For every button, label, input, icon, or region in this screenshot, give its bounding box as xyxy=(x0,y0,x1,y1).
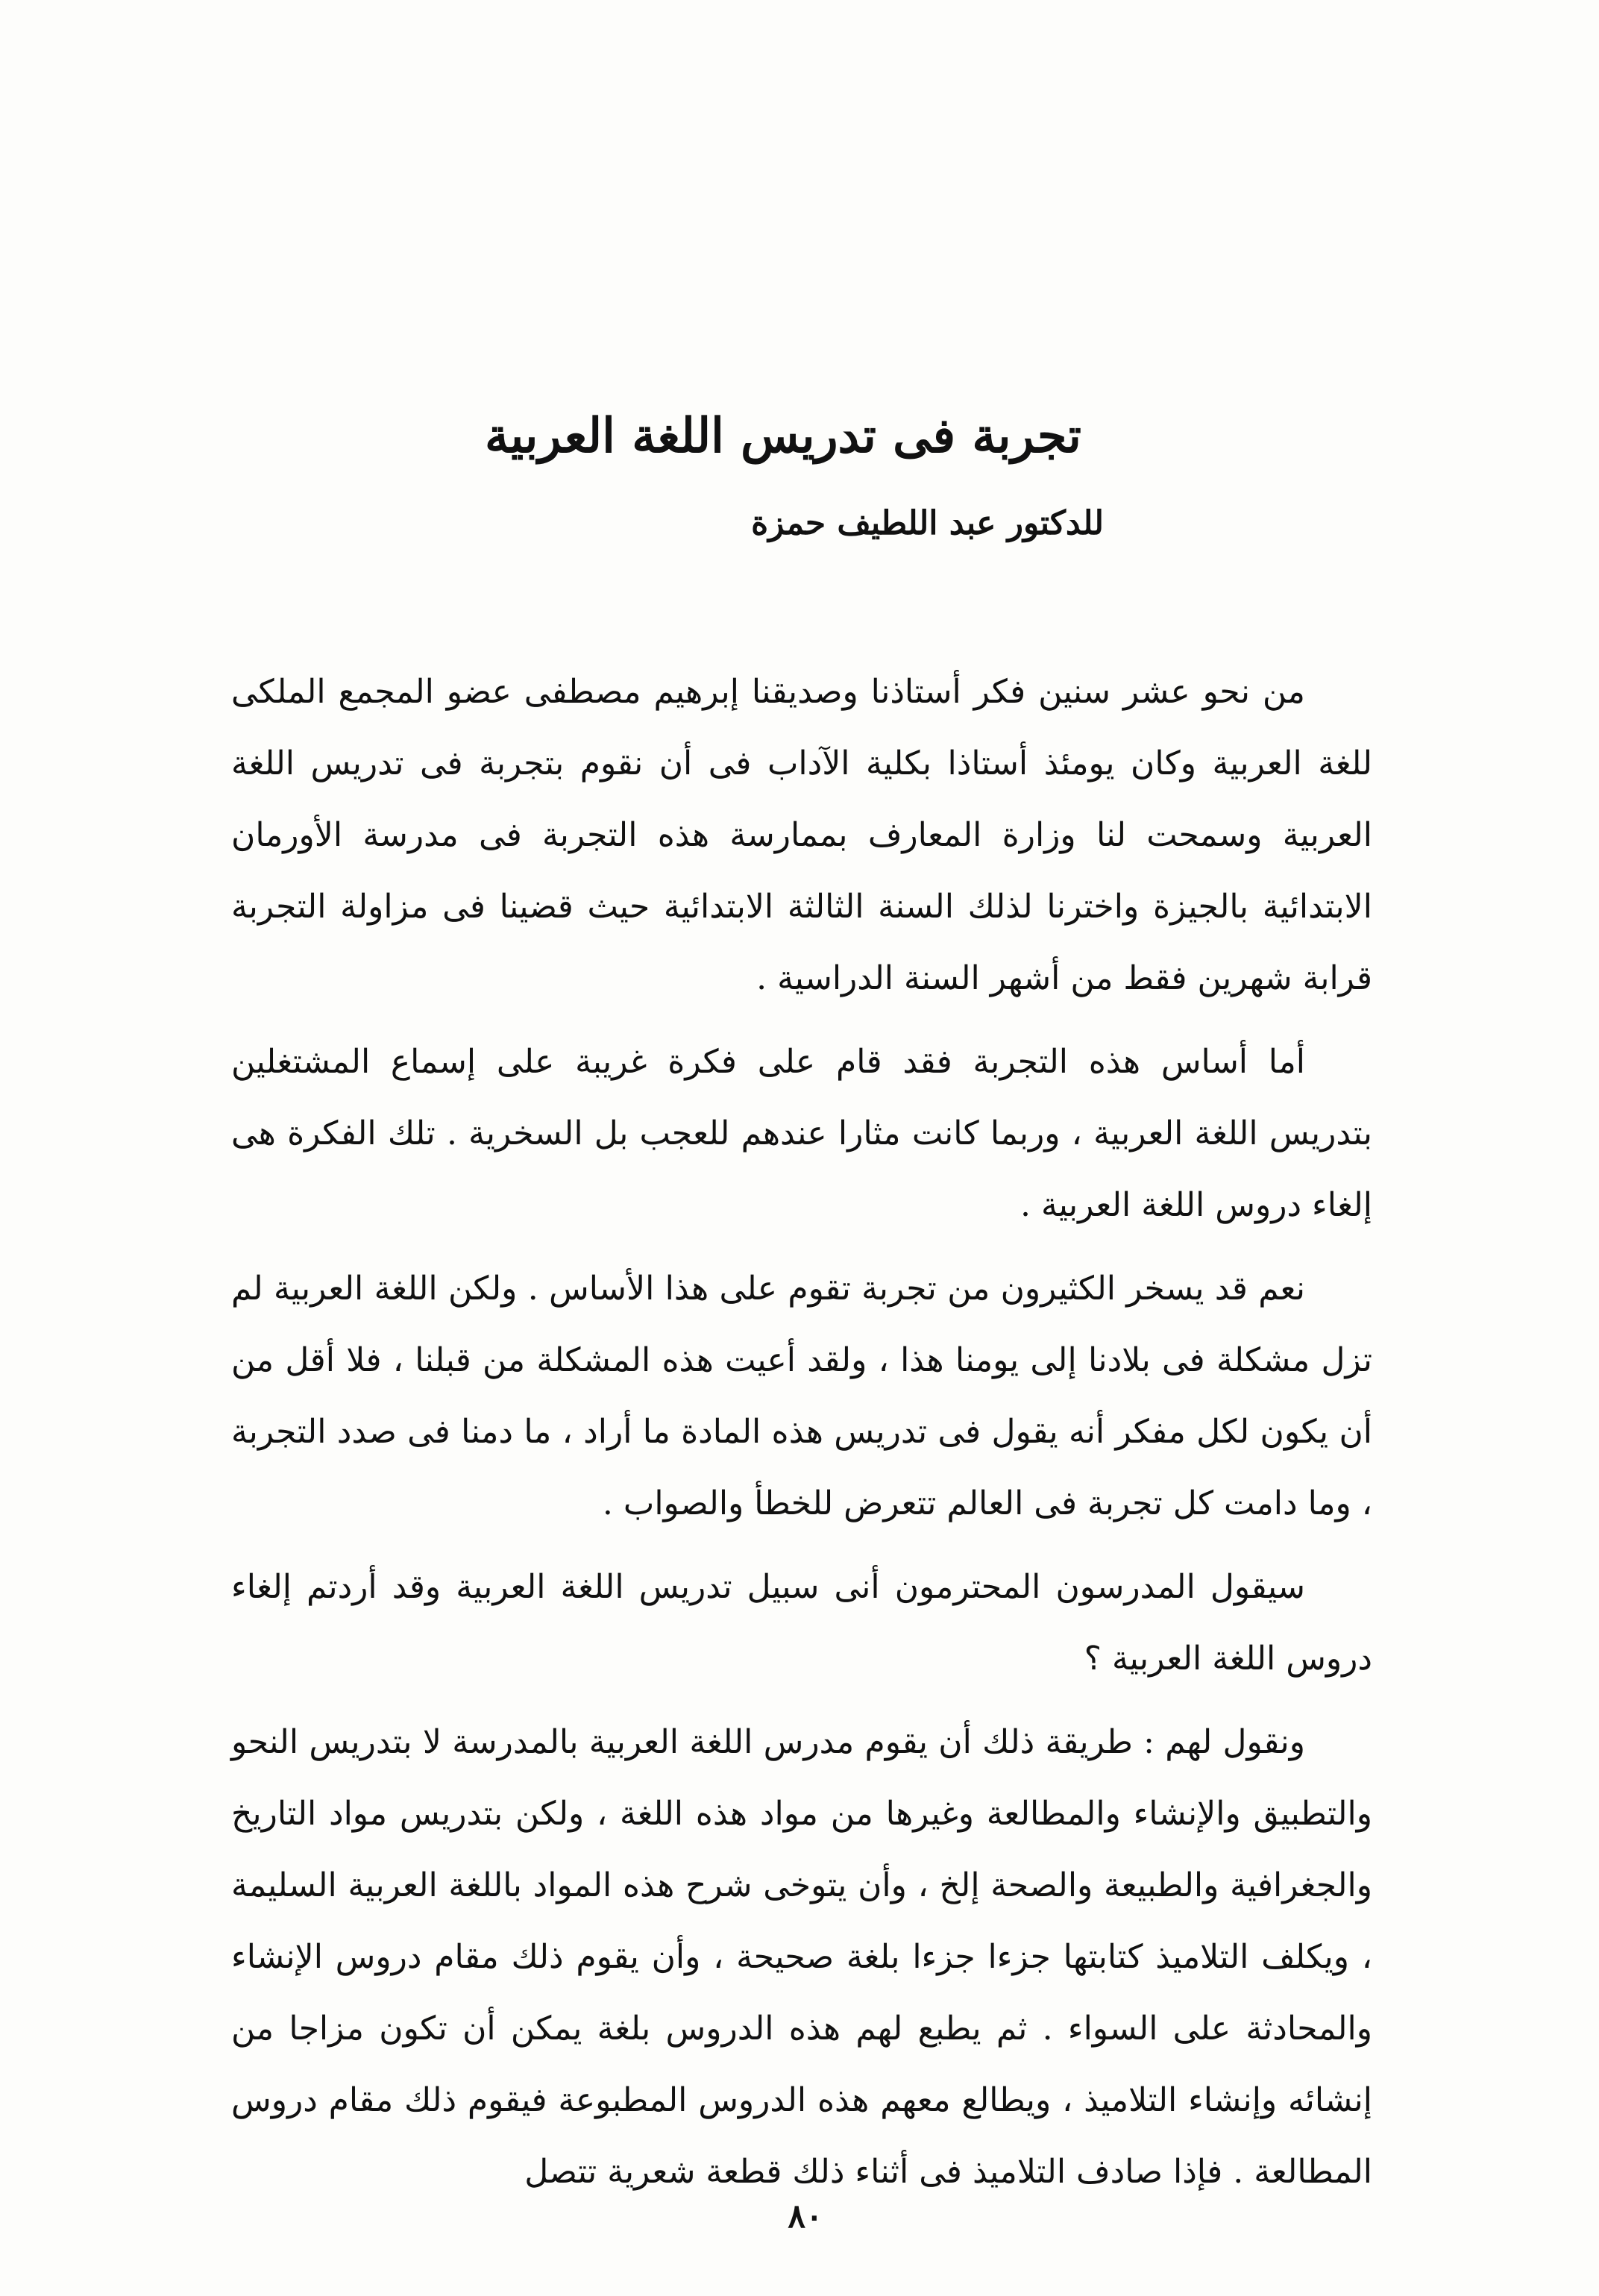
article-author: للدكتور عبد اللطيف حمزة xyxy=(751,504,1104,542)
paragraph-5: ونقول لهم : طريقة ذلك أن يقوم مدرس اللغة العربية بالمدرسة لا بتدريس النحو والتطبيق والإنشاء والمطالعة وغيرها من مواد هذه اللغة ، ولكن بتدريس مواد التاريخ والجغرافية والطبيعة والصحة إلخ ، وأن يتوخى شرح هذه المواد باللغة العربية السليمة ، ويكلف التلاميذ كتابتها جزءا جزءا بلغة صحيحة ، وأن يقوم ذلك مقام دروس الإنشاء والمحادثة على السواء . ثم يطبع لهم هذه الدروس بلغة يمكن أن تكون مزاجا من إنشائه وإنشاء التلاميذ ، ويطالع معهم هذه الدروس المطبوعة فيقوم ذلك مقام دروس المطالعة . فإذا صادف التلاميذ فى أثناء ذلك قطعة شعرية تتصل xyxy=(231,1723,1372,2191)
page-number: ٨٠ xyxy=(788,2198,823,2236)
article-title: تجربة فى تدريس اللغة العربية xyxy=(485,408,1081,464)
paragraph-4: سيقول المدرسون المحترمون أنى سبيل تدريس اللغة العربية وقد أردتم إلغاء دروس اللغة العربية ؟ xyxy=(231,1568,1372,1678)
paragraph-1: من نحو عشر سنين فكر أستاذنا وصديقنا إبرهيم مصطفى عضو المجمع الملكى للغة العربية وكان يومئذ أستاذا بكلية الآداب فى أن نقوم بتجربة فى تدريس اللغة العربية وسمحت لنا وزارة المعارف بممارسة هذه التجربة فى مدرسة الأورمان الابتدائية بالجيزة واخترنا لذلك السنة الثالثة الابتدائية حيث قضينا فى مزاولة التجربة قرابة شهرين فقط من أشهر السنة الدراسية . xyxy=(231,673,1372,997)
paragraph-2: أما أساس هذه التجربة فقد قام على فكرة غريبة على إسماع المشتغلين بتدريس اللغة العربية ، وربما كانت مثارا عندهم للعجب بل السخرية . تلك الفكرة هى إلغاء دروس اللغة العربية . xyxy=(231,1043,1372,1224)
paragraph-3: نعم قد يسخر الكثيرون من تجربة تقوم على هذا الأساس . ولكن اللغة العربية لم تزل مشكلة فى بلادنا إلى يومنا هذا ، ولقد أعيت هذه المشكلة من قبلنا ، فلا أقل من أن يكون لكل مفكر أنه يقول فى تدريس هذه المادة ما أراد ، ما دمنا فى صدد التجربة ، وما دامت كل تجربة فى العالم تتعرض للخطأ والصواب . xyxy=(231,1270,1372,1522)
article-body xyxy=(231,656,1372,2220)
